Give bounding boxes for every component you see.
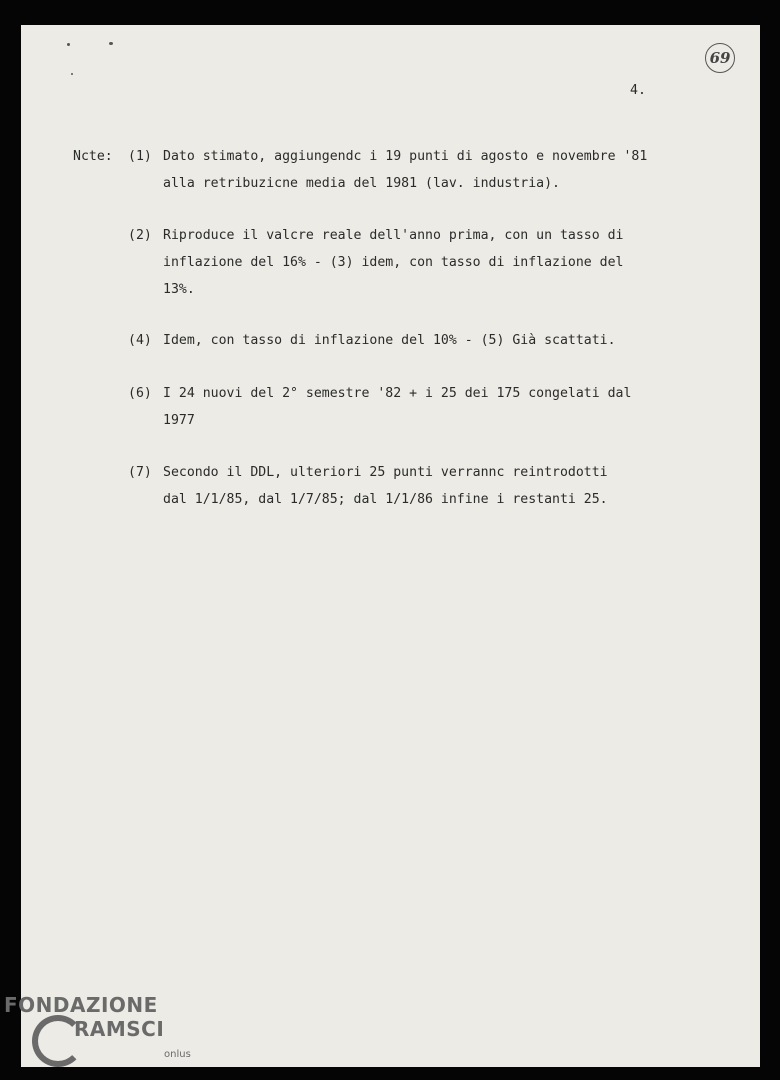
paper-speck — [67, 43, 70, 46]
note-line: alla retribuzicne media del 1981 (lav. industria). — [163, 176, 560, 191]
note-line: 13%. — [163, 282, 195, 297]
page-number: 4. — [630, 83, 646, 98]
note-line: Idem, con tasso di inflazione del 10% - (5) Già scattati. — [163, 333, 616, 348]
paper-speck — [109, 42, 113, 45]
archive-number-ring — [705, 43, 735, 73]
note-mark: (1) — [128, 149, 152, 164]
note-line: Riproduce il valcre reale dell'anno prima, con un tasso di — [163, 228, 624, 243]
note-mark: (6) — [128, 386, 152, 401]
fondazione-gramsci-watermark — [4, 993, 204, 1073]
watermark-suffix: onlus — [164, 1049, 191, 1060]
note-item — [128, 459, 608, 594]
note-line: I 24 nuovi del 2° semestre '82 + i 25 dei 175 congelati dal — [163, 386, 632, 401]
note-mark: (7) — [128, 465, 152, 480]
note-line: Secondo il DDL, ulteriori 25 punti verrannc reintrodotti — [163, 465, 608, 480]
note-line: dal 1/1/85, dal 1/7/85; dal 1/1/86 infine i restanti 25. — [163, 492, 608, 507]
note-mark: (2) — [128, 228, 152, 243]
note-line: 1977 — [163, 413, 195, 428]
watermark-line1: FONDAZIONE — [4, 993, 158, 1017]
archive-number-stamp — [705, 43, 735, 73]
watermark-line2: RAMSCI — [74, 1017, 165, 1041]
notes-label: Ncte: — [73, 149, 113, 164]
note-mark: (4) — [128, 333, 152, 348]
document-page — [21, 25, 760, 1067]
archive-number: 69 — [709, 49, 731, 67]
note-line: Dato stimato, aggiungendc i 19 punti di agosto e novembre '81 — [163, 149, 648, 164]
note-line: inflazione del 16% - (3) idem, con tasso di inflazione del — [163, 255, 624, 270]
paper-speck — [71, 73, 73, 75]
